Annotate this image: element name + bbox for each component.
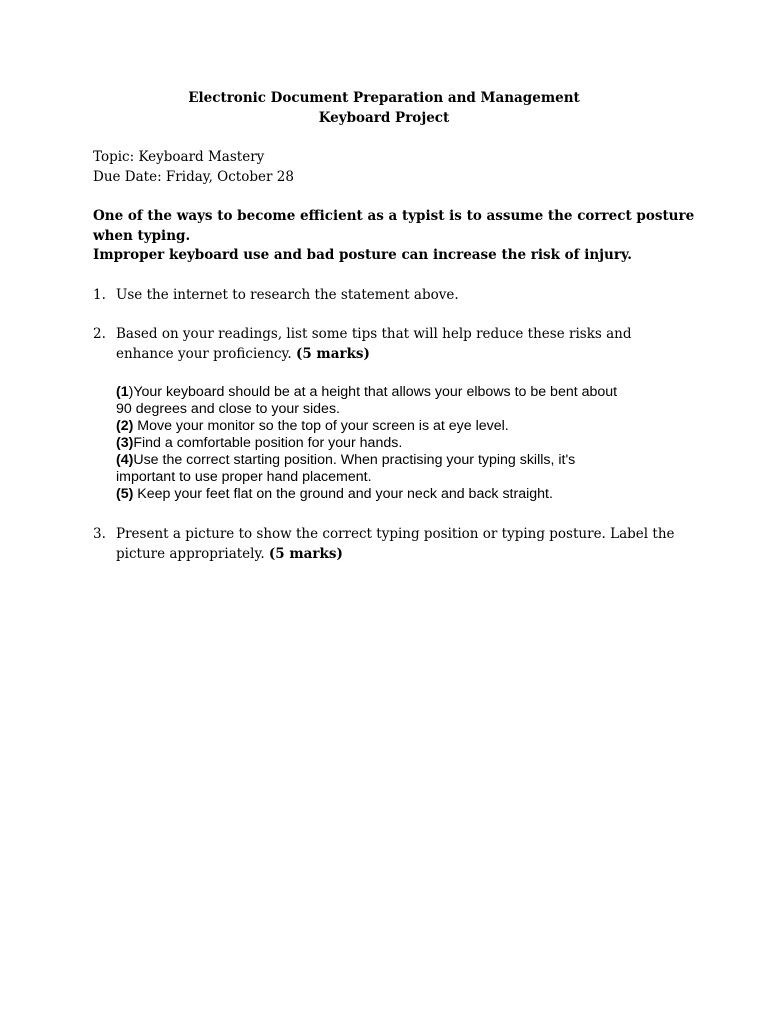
item-number: 1. xyxy=(93,287,106,303)
topic-line: Topic: Keyboard Mastery xyxy=(93,149,265,165)
tip-line: important to use proper hand placement. xyxy=(116,469,372,485)
item-2-text: enhance your proficiency. xyxy=(116,346,292,362)
due-date-line: Due Date: Friday, October 28 xyxy=(93,169,294,185)
tip-label: (4) xyxy=(116,452,134,468)
tip-line: (3)Find a comfortable position for your hands. xyxy=(116,435,403,451)
statement-line-3: Improper keyboard use and bad posture can increase the risk of injury. xyxy=(93,247,632,263)
item-1-text: Use the internet to research the statement above. xyxy=(116,287,459,303)
tip-label: (1 xyxy=(116,384,129,400)
tip-label: (5) xyxy=(116,486,134,502)
statement-line-1: One of the ways to become efficient as a typist is to assume the correct posture xyxy=(93,208,695,224)
tips-list xyxy=(116,384,676,503)
document-subtitle: Keyboard Project xyxy=(318,110,450,126)
tip-label: (2) xyxy=(116,418,134,434)
item-3-text-line-2 xyxy=(116,546,343,562)
statement-line-2: when typing. xyxy=(93,228,191,244)
tip-line: (1)Your keyboard should be at a height that allows your elbows to be bent about xyxy=(116,384,618,400)
document-title: Electronic Document Preparation and Management xyxy=(188,90,580,106)
tip-label: (3) xyxy=(116,435,134,451)
tip-line: 90 degrees and close to your sides. xyxy=(116,401,340,417)
item-2-marks: (5 marks) xyxy=(295,346,370,362)
item-3-text-line-1: Present a picture to show the correct typing position or typing posture. Label the xyxy=(116,526,675,542)
item-number: 2. xyxy=(93,326,106,342)
item-3-marks: (5 marks) xyxy=(268,546,343,562)
item-number: 3. xyxy=(93,526,106,542)
tip-line: (2) Move your monitor so the top of your screen is at eye level. xyxy=(116,418,509,434)
item-2-text-line-1: Based on your readings, list some tips that will help reduce these risks and xyxy=(116,326,632,342)
tip-line: (4)Use the correct starting position. When practising your typing skills, it's xyxy=(116,452,576,468)
tip-line: (5) Keep your feet flat on the ground and your neck and back straight. xyxy=(116,486,553,502)
item-2-text-line-2 xyxy=(116,346,370,362)
item-3-text: picture appropriately. xyxy=(116,546,265,562)
